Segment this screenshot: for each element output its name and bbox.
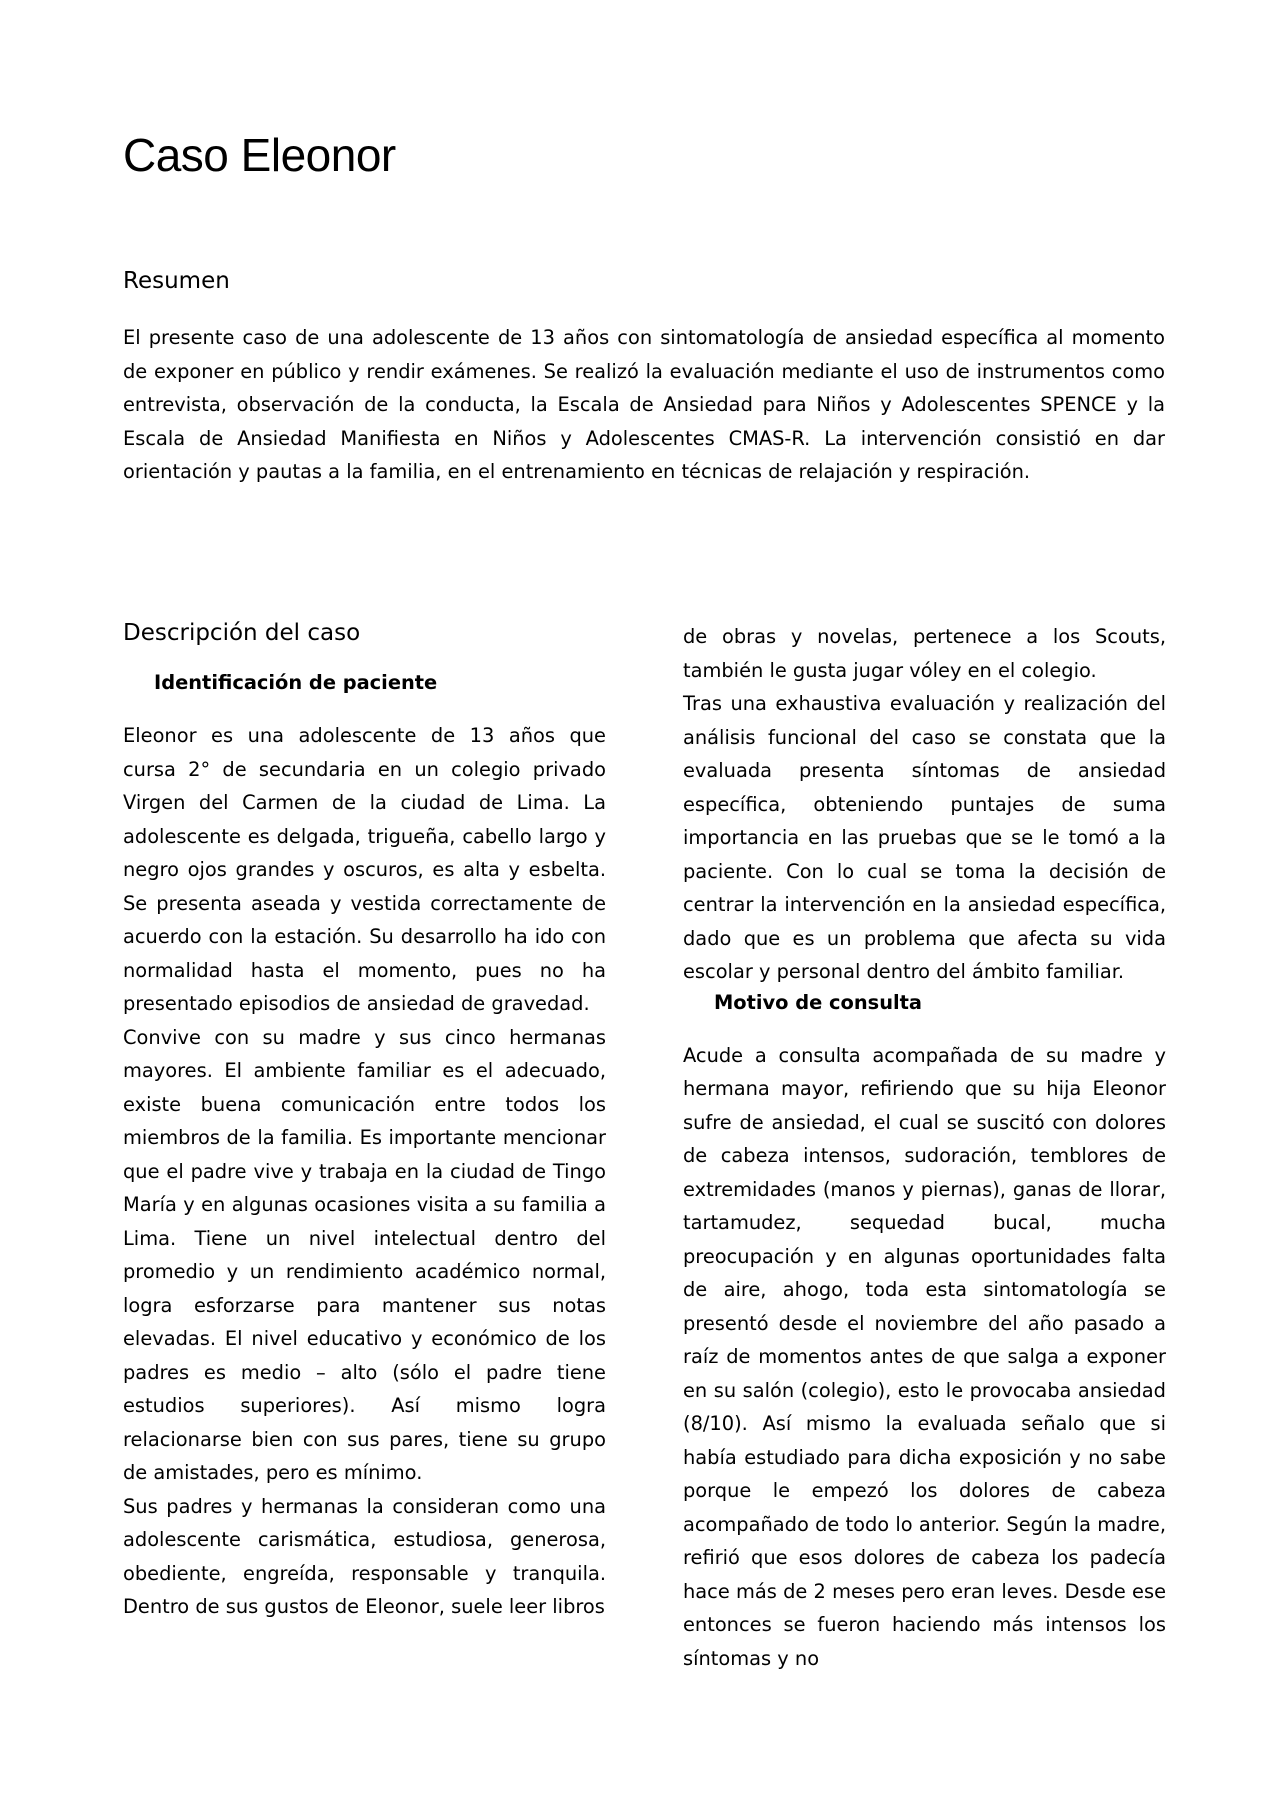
left-column — [123, 618, 606, 1624]
consultation-reason-heading: Motivo de consulta — [714, 990, 922, 1014]
paragraph: Sus padres y hermanas la consideran como una adolescente carismática, estudiosa, generosa, obediente, engreída, responsable y tranquila. Dentro de sus gustos de Eleonor, suele leer libros — [123, 1494, 606, 1618]
right-column — [683, 620, 1166, 1675]
abstract-paragraph: El presente caso de una adolescente de 13 años con sintomatología de ansiedad específica al momento de exponer en público y rendir exámenes. Se realizó la evaluación mediante el uso de instrumentos como entrevista, observación de la conducta, la Escala de Ansiedad para Niños y Adolescentes SPENCE y la Escala de Ansiedad Manifiesta en Niños y Adolescentes CMAS-R. La intervención consistió en dar orientación y pautas a la familia, en el entrenamiento en técnicas de relajación y respiración. — [123, 326, 1165, 483]
paragraph: Tras una exhaustiva evaluación y realización del análisis funcional del caso se constata que la evaluada presenta síntomas de ansiedad específica, obteniendo puntajes de suma importancia en las pruebas que se le tomó a la paciente. Con lo cual se toma la decisión de centrar la intervención en la ansiedad específica, dado que es un problema que afecta su vida escolar y personal dentro del ámbito familiar. — [683, 692, 1166, 983]
paragraph: Acude a consulta acompañada de su madre y hermana mayor, refiriendo que su hija Eleonor sufre de ansiedad, el cual se suscitó con dolores de cabeza intensos, sudoración, temblores de extremidades (manos y piernas), ganas de llorar, tartamudez, sequedad bucal, mucha preocupación y en algunas oportunidades falta de aire, ahogo, toda esta sintomatología se presentó desde el noviembre del año pasado a raíz de momentos antes de que salga a exponer en su salón (colegio), esto le provocaba ansiedad (8/10). Así mismo la evaluada señalo que si había estudiado para dicha exposición y no sabe porque le empezó los dolores de cabeza acompañado de todo lo anterior. Según la madre, refirió que esos dolores de cabeza los padecía hace más de 2 meses pero eran leves. Desde ese entonces se fueron haciendo más intensos los síntomas y no — [683, 1043, 1166, 1670]
abstract-heading: Resumen — [123, 268, 230, 294]
document-title: Caso Eleonor — [123, 129, 396, 181]
paragraph: Eleonor es una adolescente de 13 años que cursa 2° de secundaria en un colegio privado Virgen del Carmen de la ciudad de Lima. La adolescente es delgada, trigueña, cabello largo y negro ojos grandes y oscuros, es alta y esbelta. Se presenta aseada y vestida correctamente de acuerdo con la estación. Su desarrollo ha ido con normalidad hasta el momento, pues no ha presentado episodios de ansiedad de gravedad. — [123, 724, 606, 1015]
paragraph: Convive con su madre y sus cinco hermanas mayores. El ambiente familiar es el adecuado, existe buena comunicación entre todos los miembros de la familia. Es importante mencionar que el padre vive y trabaja en la ciudad de Tingo María y en algunas ocasiones visita a su familia a Lima. Tiene un nivel intelectual dentro del promedio y un rendimiento académico normal, logra esforzarse para mantener sus notas elevadas. El nivel educativo y económico de los padres es medio – alto (sólo el padre tiene estudios superiores). Así mismo logra relacionarse bien con sus pares, tiene su grupo de amistades, pero es mínimo. — [123, 1025, 606, 1484]
paragraph: de obras y novelas, pertenece a los Scouts, también le gusta jugar vóley en el colegio. — [683, 625, 1166, 682]
case-description-heading: Descripción del caso — [123, 620, 361, 646]
abstract-section — [123, 321, 1165, 489]
patient-identification-heading: Identificación de paciente — [154, 671, 438, 694]
